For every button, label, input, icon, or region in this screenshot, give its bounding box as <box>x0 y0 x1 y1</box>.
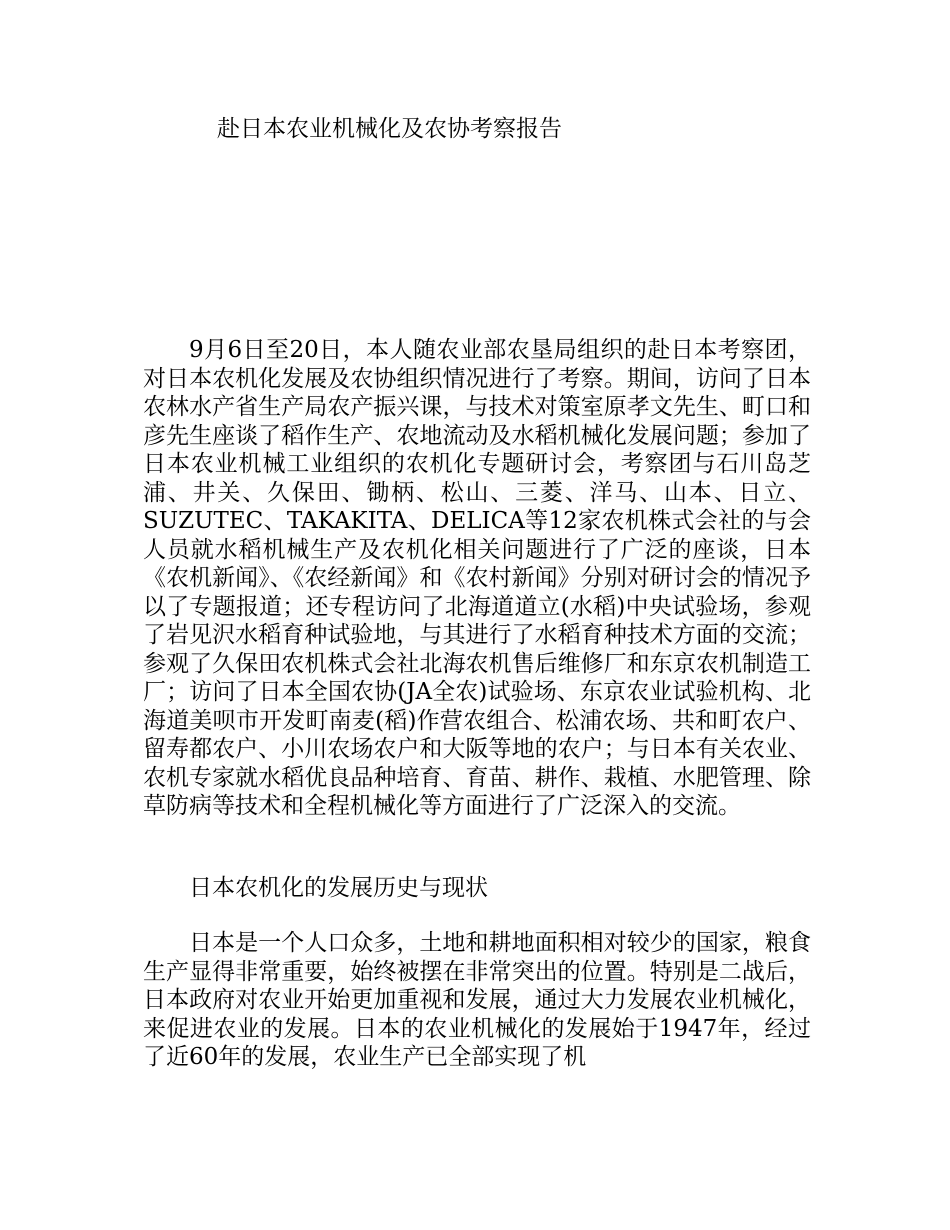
history-paragraph: 日本是一个人口众多，土地和耕地面积相对较少的国家，粮食生产显得非常重要，始终被摆在非常突出的位置。特别是二战后，日本政府对农业开始更加重视和发展，通过大力发展农业机械化，来促进农业的发展。日本的农业机械化的发展始于1947年，经过了近60年的发展，农业生产已全部实现了机 <box>143 930 811 1070</box>
intro-paragraph: 9月6日至20日，本人随农业部农垦局组织的赴日本考察团，对日本农机化发展及农协组织情况进行了考察。期间，访问了日本农林水产省生产局农产振兴课，与技术对策室原孝文先生、町口和彦先生座谈了稻作生产、农地流动及水稻机械化发展问题；参加了日本农业机械工业组织的农机化专题研讨会，考察团与石川岛芝浦、井关、久保田、锄柄、松山、三菱、洋马、山本、日立、SUZUTEC、TAKAKITA、DELICA等12家农机株式会社的与会人员就水稻机械生产及农机化相关问题进行了广泛的座谈，日本《农机新闻》、《农经新闻》和《农村新闻》分别对研讨会的情况予以了专题报道；还专程访问了北海道道立(水稻)中央试验场，参观了岩见沢水稻育种试验地，与其进行了水稻育种技术方面的交流；参观了久保田农机株式会社北海农机售后维修厂和东京农机制造工厂；访问了日本全国农协(JA全农)试验场、东京农业试验机构、北海道美呗市开发町南麦(稻)作营农组合、松浦农场、共和町农户、留寿都农户、小川农场农户和大阪等地的农户；与日本有关农业、农机专家就水稻优良品种培育、育苗、耕作、栽植、水肥管理、除草防病等技术和全程机械化等方面进行了广泛深入的交流。 <box>143 337 811 819</box>
document-title: 赴日本农业机械化及农协考察报告 <box>217 116 562 142</box>
section-heading: 日本农机化的发展历史与现状 <box>189 875 488 901</box>
